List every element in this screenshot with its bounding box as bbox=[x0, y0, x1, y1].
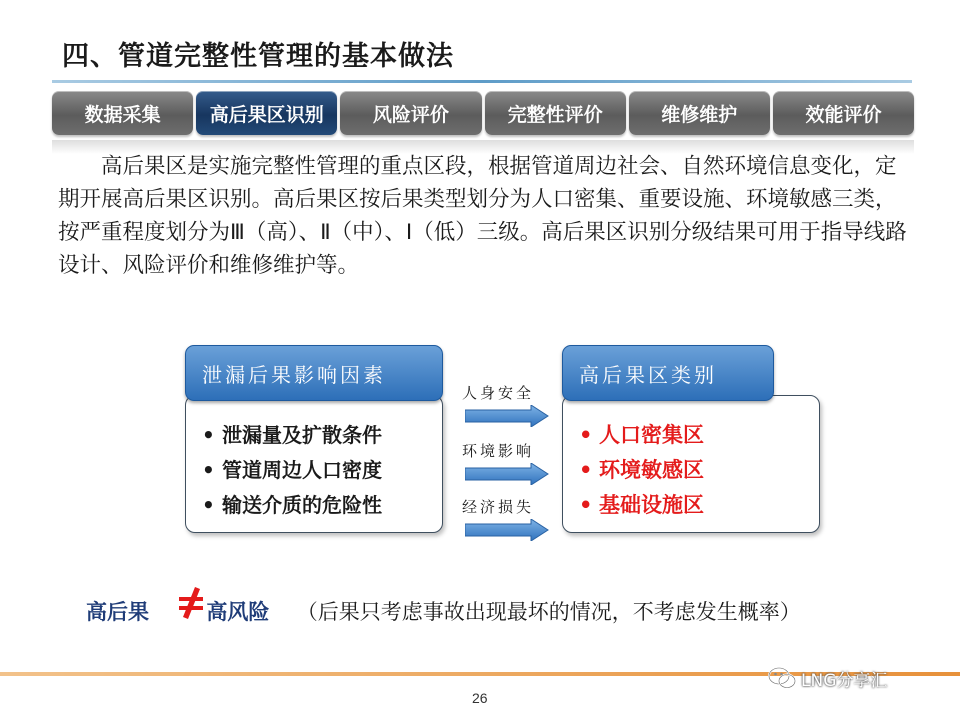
watermark bbox=[767, 665, 887, 691]
high-risk-label: 高风险 bbox=[206, 600, 270, 624]
right-box-title: 高后果区类别 bbox=[579, 363, 717, 387]
left-box-title: 泄漏后果影响因素 bbox=[202, 363, 386, 387]
arrow-right-icon bbox=[465, 519, 549, 541]
tab-data-collection[interactable]: 数据采集 bbox=[52, 91, 193, 135]
arrow-right-icon bbox=[465, 405, 549, 427]
list-item: • 泄漏量及扩散条件 bbox=[202, 418, 442, 453]
tab-effectiveness[interactable]: 效能评价 bbox=[773, 91, 914, 135]
list-item: • 基础设施区 bbox=[579, 488, 819, 523]
arrow-label: 经济损失 bbox=[462, 498, 535, 516]
left-box-header bbox=[185, 345, 443, 401]
tab-integrity-assessment[interactable]: 完整性评价 bbox=[485, 91, 626, 135]
intro-paragraph: 高后果区是实施完整性管理的重点区段，根据管道周边社会、自然环境信息变化，定期开展高后果区识别。高后果区按后果类型划分为人口密集、重要设施、环境敏感三类，按严重程度划分为Ⅲ（高）、Ⅱ（中）、Ⅰ（低）三级。高后果区识别分级结果可用于指导线路设计、风险评价和维修维护等。 bbox=[58, 154, 907, 278]
left-box-body bbox=[185, 395, 443, 533]
right-box-list bbox=[563, 396, 819, 523]
watermark-text: LNG分享汇 bbox=[801, 670, 888, 691]
tab-risk-assessment[interactable]: 风险评价 bbox=[340, 91, 481, 135]
bottom-note: （后果只考虑事故出现最坏的情况，不考虑发生概率） bbox=[296, 600, 801, 624]
arrow-label: 人身安全 bbox=[462, 384, 535, 402]
right-box-header bbox=[562, 345, 774, 401]
wechat-icon bbox=[767, 665, 797, 691]
tab-bar bbox=[52, 91, 914, 137]
list-item: • 管道周边人口密度 bbox=[202, 453, 442, 488]
page-number: 26 bbox=[472, 690, 488, 706]
list-item: • 人口密集区 bbox=[579, 418, 819, 453]
list-item: • 环境敏感区 bbox=[579, 453, 819, 488]
right-box-body bbox=[562, 395, 820, 533]
high-consequence-label: 高后果 bbox=[86, 600, 149, 624]
tab-maintenance[interactable]: 维修维护 bbox=[629, 91, 770, 135]
list-item: • 输送介质的危险性 bbox=[202, 488, 442, 523]
slide-title: 四、管道完整性管理的基本做法 bbox=[62, 41, 454, 72]
arrow-label: 环境影响 bbox=[462, 442, 535, 460]
tab-hca-identification[interactable]: 高后果区识别 bbox=[196, 91, 337, 135]
not-equal-icon bbox=[178, 586, 204, 620]
title-underline bbox=[52, 80, 912, 83]
left-box-list bbox=[186, 396, 442, 523]
arrow-right-icon bbox=[465, 463, 549, 485]
